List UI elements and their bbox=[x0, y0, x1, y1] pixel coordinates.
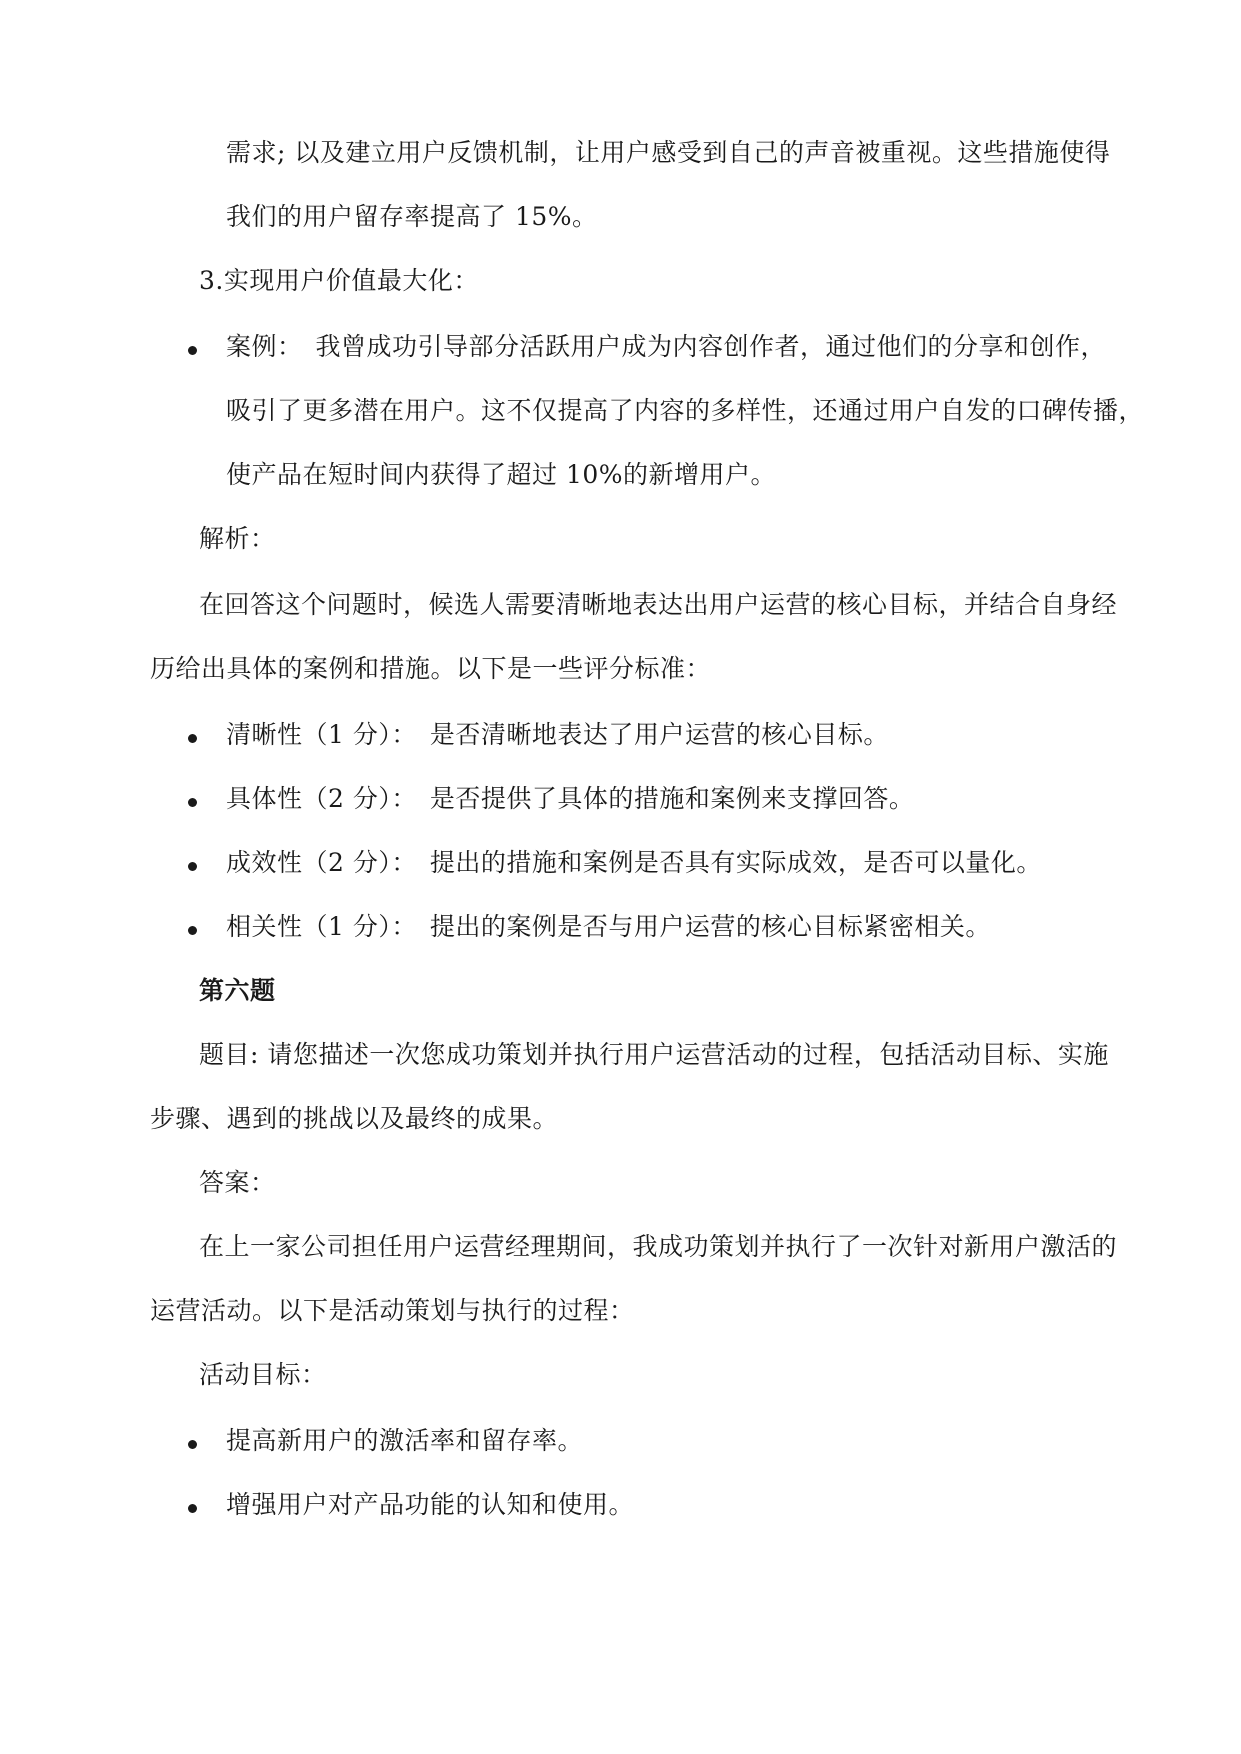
text-line: 成效性（2 分）： 提出的措施和案例是否具有实际成效，是否可以量化。 bbox=[226, 848, 1042, 877]
text-line: 提高新用户的激活率和留存率。 bbox=[226, 1426, 584, 1455]
text-line: 清晰性（1 分）： 是否清晰地表达了用户运营的核心目标。 bbox=[226, 720, 889, 749]
text-line: 3.实现用户价值最大化： bbox=[199, 266, 479, 295]
text-line: 历给出具体的案例和措施。以下是一些评分标准： bbox=[150, 654, 712, 683]
bullet-icon bbox=[188, 1504, 197, 1513]
bullet-icon bbox=[188, 1440, 197, 1449]
text-line: 题目: 请您描述一次您成功策划并执行用户运营活动的过程，包括活动目标、实施 bbox=[199, 1040, 1109, 1069]
text-line: 需求; 以及建立用户反馈机制，让用户感受到自己的声音被重视。这些措施使得 bbox=[226, 138, 1111, 167]
text-line: 使产品在短时间内获得了超过 10%的新增用户。 bbox=[226, 460, 777, 489]
text-line: 答案： bbox=[199, 1168, 276, 1197]
text-line: 我们的用户留存率提高了 15%。 bbox=[226, 202, 598, 231]
section-heading: 第六题 bbox=[199, 976, 276, 1005]
bullet-icon bbox=[188, 862, 197, 871]
text-line: 相关性（1 分）： 提出的案例是否与用户运营的核心目标紧密相关。 bbox=[226, 912, 991, 941]
bullet-icon bbox=[188, 798, 197, 807]
text-line: 活动目标： bbox=[199, 1360, 327, 1389]
bullet-icon bbox=[188, 346, 197, 355]
text-line: 在回答这个问题时，候选人需要清晰地表达出用户运营的核心目标，并结合自身经 bbox=[199, 590, 1118, 619]
text-line: 增强用户对产品功能的认知和使用。 bbox=[226, 1490, 635, 1519]
text-line: 案例： 我曾成功引导部分活跃用户成为内容创作者，通过他们的分享和创作， bbox=[226, 332, 1107, 361]
text-line: 步骤、遇到的挑战以及最终的成果。 bbox=[150, 1104, 559, 1133]
text-line: 在上一家公司担任用户运营经理期间，我成功策划并执行了一次针对新用户激活的 bbox=[199, 1232, 1118, 1261]
text-line: 具体性（2 分）： 是否提供了具体的措施和案例来支撑回答。 bbox=[226, 784, 915, 813]
bullet-icon bbox=[188, 734, 197, 743]
text-line: 吸引了更多潜在用户。这不仅提高了内容的多样性，还通过用户自发的口碑传播， bbox=[226, 396, 1145, 425]
text-line: 运营活动。以下是活动策划与执行的过程： bbox=[150, 1296, 635, 1325]
text-line: 解析： bbox=[199, 524, 276, 553]
bullet-icon bbox=[188, 926, 197, 935]
